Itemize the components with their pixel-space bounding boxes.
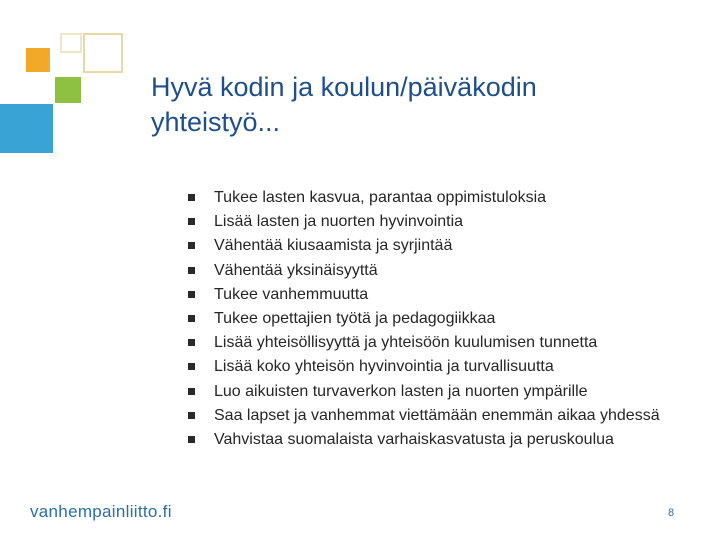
bullet-item <box>188 380 688 404</box>
orange-square <box>26 48 50 72</box>
bullet-item <box>188 404 688 428</box>
footer-brand-text: vanhempainliitto.fi <box>30 502 172 521</box>
square-bullet-icon <box>188 242 195 249</box>
bullet-text: Lisää yhteisöllisyyttä ja yhteisöön kuulumisen tunnetta <box>214 334 598 352</box>
bullet-text: Tukee vanhemmuutta <box>214 285 369 303</box>
square-bullet-icon <box>188 363 195 370</box>
outline-square-top-right <box>83 33 123 73</box>
square-bullet-icon <box>188 291 195 298</box>
bullet-text: Tukee opettajien työtä ja pedagogiikkaa <box>214 310 496 328</box>
bullet-text: Lisää lasten ja nuorten hyvinvointia <box>214 213 464 231</box>
bullet-item <box>188 307 688 331</box>
slide-title <box>151 70 691 140</box>
square-bullet-icon <box>188 315 195 322</box>
bullet-item <box>188 210 688 234</box>
bullet-text: Tukee lasten kasvua, parantaa oppimistuloksia <box>214 189 547 206</box>
square-bullet-icon <box>188 194 195 201</box>
blue-square <box>0 104 53 153</box>
bullet-list <box>188 186 688 452</box>
slide-title-line-2: yhteistyö... <box>151 107 281 137</box>
bullet-item <box>188 186 688 210</box>
square-bullet-icon <box>188 412 195 419</box>
bullet-item <box>188 283 688 307</box>
bullet-item <box>188 234 688 258</box>
green-square <box>55 77 81 103</box>
outline-square-small <box>60 33 82 53</box>
square-bullet-icon <box>188 267 195 274</box>
bullet-text: Vahvistaa suomalaista varhaiskasvatusta ja peruskoulua <box>214 431 614 449</box>
bullet-item <box>188 259 688 283</box>
bullet-text: Vähentää yksinäisyyttä <box>214 261 378 279</box>
square-bullet-icon <box>188 218 195 225</box>
square-bullet-icon <box>188 436 195 443</box>
bullet-text: Luo aikuisten turvaverkon lasten ja nuorten ympärille <box>214 382 588 400</box>
bullet-text: Vähentää kiusaamista ja syrjintää <box>214 237 453 255</box>
slide-title-line-1: Hyvä kodin ja koulun/päiväkodin <box>151 72 537 102</box>
square-bullet-icon <box>188 388 195 395</box>
page-number: 8 <box>668 507 675 519</box>
bullet-text: Saa lapset ja vanhemmat viettämään enemmän aikaa yhdessä <box>214 406 660 424</box>
bullet-item <box>188 428 688 452</box>
bullet-item <box>188 355 688 379</box>
square-bullet-icon <box>188 339 195 346</box>
decorative-squares-logo <box>0 0 140 160</box>
bullet-text: Lisää koko yhteisön hyvinvointia ja turvallisuutta <box>214 358 554 376</box>
bullet-item <box>188 331 688 355</box>
